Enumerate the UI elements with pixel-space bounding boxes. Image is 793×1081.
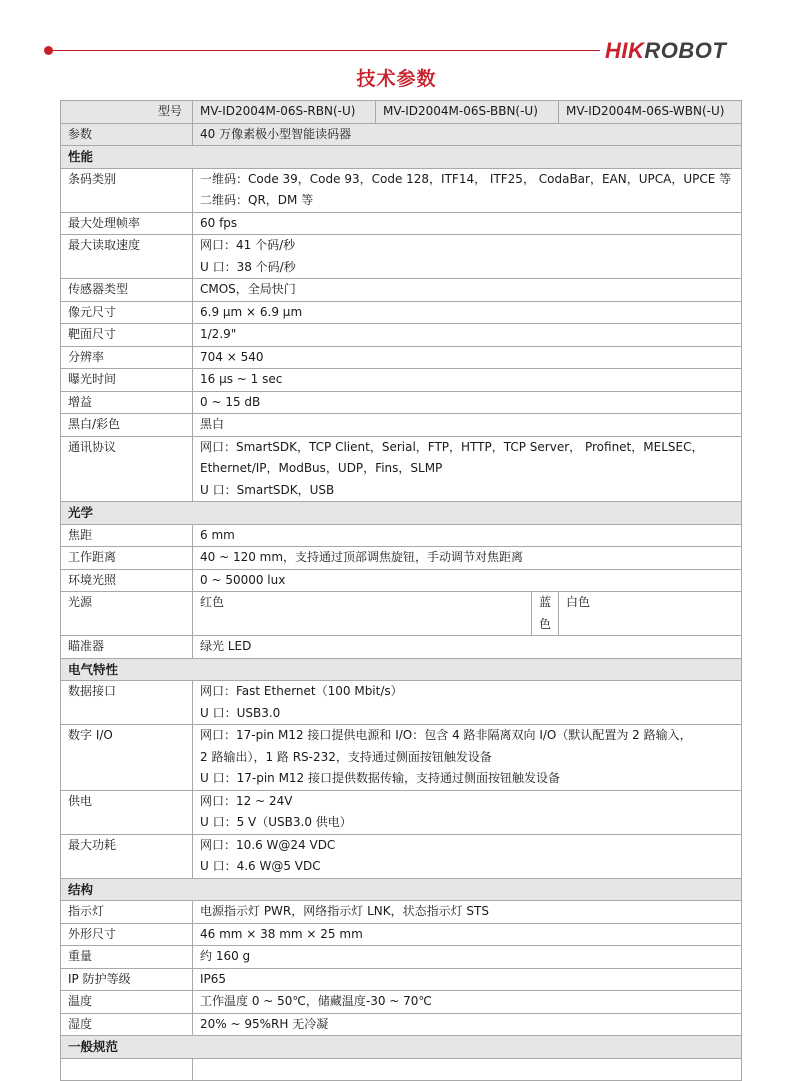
row-data-interface (61, 681, 742, 725)
row-protocol (61, 436, 742, 502)
row-indicator (61, 901, 742, 924)
row-work-distance (61, 547, 742, 570)
row-digital-io (61, 725, 742, 791)
row-label: 数字 I/O (61, 725, 193, 791)
row-value: 约 160 g (193, 946, 742, 969)
row-label: 环境光照 (61, 569, 193, 592)
model-bbn: MV-ID2004M-06S-BBN(-U) (376, 101, 559, 124)
section-structure (61, 878, 742, 901)
row-fps (61, 212, 742, 235)
value-line: U 口：17-pin M12 接口提供数据传输，支持通过侧面按钮触发设备 (200, 771, 561, 785)
section-title: 性能 (61, 146, 742, 169)
row-value (193, 834, 742, 878)
row-value: 6.9 μm × 6.9 μm (193, 301, 742, 324)
row-label (61, 1058, 193, 1081)
row-aim (61, 636, 742, 659)
row-value: 46 mm × 38 mm × 25 mm (193, 923, 742, 946)
value-line: 网口：17-pin M12 接口提供电源和 I/O：包含 4 路非隔离双向 I/O（默认配置为 2 路输入， (200, 728, 692, 742)
row-label: 条码类别 (61, 168, 193, 212)
section-title: 一般规范 (61, 1036, 742, 1059)
row-ambient (61, 569, 742, 592)
model-rbn: MV-ID2004M-06S-RBN(-U) (193, 101, 376, 124)
row-label: 焦距 (61, 524, 193, 547)
value-line: U 口：USB3.0 (200, 705, 281, 720)
row-label: 重量 (61, 946, 193, 969)
row-label: 像元尺寸 (61, 301, 193, 324)
section-performance (61, 146, 742, 169)
brand-logo (605, 38, 726, 64)
row-label: 光源 (61, 592, 193, 636)
row-focal (61, 524, 742, 547)
value-line: Ethernet/IP，ModBus，UDP，Fins，SLMP (200, 461, 443, 475)
row-power-supply (61, 790, 742, 834)
row-label: 增益 (61, 391, 193, 414)
row-label: 工作距离 (61, 547, 193, 570)
row-value (193, 235, 742, 279)
row-label: 传感器类型 (61, 279, 193, 302)
row-value (193, 436, 742, 502)
row-value: 16 μs ~ 1 sec (193, 369, 742, 392)
row-target (61, 324, 742, 347)
row-value: 绿光 LED (193, 636, 742, 659)
row-value: 60 fps (193, 212, 742, 235)
model-row (61, 101, 742, 124)
section-title: 结构 (61, 878, 742, 901)
row-value: 6 mm (193, 524, 742, 547)
spec-table (60, 100, 742, 1081)
section-general (61, 1036, 742, 1059)
row-label: 最大处理帧率 (61, 212, 193, 235)
value-line: 网口：12 ~ 24V (200, 793, 293, 808)
value-line: 网口：10.6 W@24 VDC (200, 837, 336, 852)
logo-red-part: HIK (605, 38, 645, 63)
row-value: 工作温度 0 ~ 50℃，储藏温度-30 ~ 70℃ (193, 991, 742, 1014)
row-value: 0 ~ 15 dB (193, 391, 742, 414)
row-value: 704 × 540 (193, 346, 742, 369)
row-exposure (61, 369, 742, 392)
value-line: U 口：4.6 W@5 VDC (200, 859, 321, 873)
row-value: 黑白 (193, 414, 742, 437)
row-label: 指示灯 (61, 901, 193, 924)
row-value: 40 ~ 120 mm，支持通过顶部调焦旋钮，手动调节对焦距离 (193, 547, 742, 570)
param-label: 参数 (61, 123, 193, 146)
row-weight (61, 946, 742, 969)
row-cutoff (61, 1058, 742, 1081)
section-electrical (61, 658, 742, 681)
light-white: 白色 (559, 592, 742, 636)
row-read-speed (61, 235, 742, 279)
row-value (193, 681, 742, 725)
row-color (61, 414, 742, 437)
row-label: IP 防护等级 (61, 968, 193, 991)
row-size (61, 923, 742, 946)
row-label: 外形尺寸 (61, 923, 193, 946)
value-line: 网口：SmartSDK，TCP Client，Serial，FTP，HTTP，TCP Server， Profinet，MELSEC， (200, 439, 704, 454)
header-rule (50, 50, 600, 51)
row-light (61, 592, 742, 636)
light-blue: 蓝色 (532, 592, 559, 636)
model-label: 型号 (61, 101, 193, 124)
row-value: 20% ~ 95%RH 无冷凝 (193, 1013, 742, 1036)
value-line: 2 路输出），1 路 RS-232，支持通过侧面按钮触发设备 (200, 749, 492, 764)
row-ip-rating (61, 968, 742, 991)
row-label: 分辨率 (61, 346, 193, 369)
row-humidity (61, 1013, 742, 1036)
row-value (193, 725, 742, 791)
row-label: 温度 (61, 991, 193, 1014)
section-title: 光学 (61, 502, 742, 525)
row-label: 数据接口 (61, 681, 193, 725)
model-wbn: MV-ID2004M-06S-WBN(-U) (559, 101, 742, 124)
row-pixel (61, 301, 742, 324)
row-value (193, 168, 742, 212)
value-line: 一维码：Code 39，Code 93，Code 128，ITF14， ITF25， CodaBar，EAN，UPCA，UPCE 等 (200, 171, 732, 186)
value-line: 网口：41 个码/秒 (200, 238, 296, 252)
row-gain (61, 391, 742, 414)
row-max-power (61, 834, 742, 878)
page-title: 技术参数 (356, 68, 437, 90)
row-label: 曝光时间 (61, 369, 193, 392)
logo-grey-part: ROBOT (644, 38, 727, 63)
section-title: 电气特性 (61, 658, 742, 681)
value-line: 二维码：QR，DM 等 (200, 193, 314, 207)
row-value: IP65 (193, 968, 742, 991)
row-value: 0 ~ 50000 lux (193, 569, 742, 592)
section-optics (61, 502, 742, 525)
param-row (61, 123, 742, 146)
row-label: 瞄准器 (61, 636, 193, 659)
row-value: 1/2.9" (193, 324, 742, 347)
row-value: 电源指示灯 PWR，网络指示灯 LNK，状态指示灯 STS (193, 901, 742, 924)
row-label: 最大读取速度 (61, 235, 193, 279)
light-red: 红色 (193, 592, 532, 636)
row-value (193, 1058, 742, 1081)
row-label: 黑白/彩色 (61, 414, 193, 437)
value-line: U 口：5 V（USB3.0 供电） (200, 815, 352, 829)
row-label: 供电 (61, 790, 193, 834)
row-label: 通讯协议 (61, 436, 193, 502)
value-line: 网口：Fast Ethernet（100 Mbit/s） (200, 684, 403, 698)
row-value: CMOS，全局快门 (193, 279, 742, 302)
value-line: U 口：SmartSDK，USB (200, 482, 335, 497)
product-description: 40 万像素极小型智能读码器 (193, 123, 742, 146)
row-barcode (61, 168, 742, 212)
value-line: U 口：38 个码/秒 (200, 259, 296, 274)
row-label: 靶面尺寸 (61, 324, 193, 347)
row-sensor (61, 279, 742, 302)
row-resolution (61, 346, 742, 369)
row-label: 湿度 (61, 1013, 193, 1036)
row-label: 最大功耗 (61, 834, 193, 878)
row-temperature (61, 991, 742, 1014)
row-value (193, 790, 742, 834)
